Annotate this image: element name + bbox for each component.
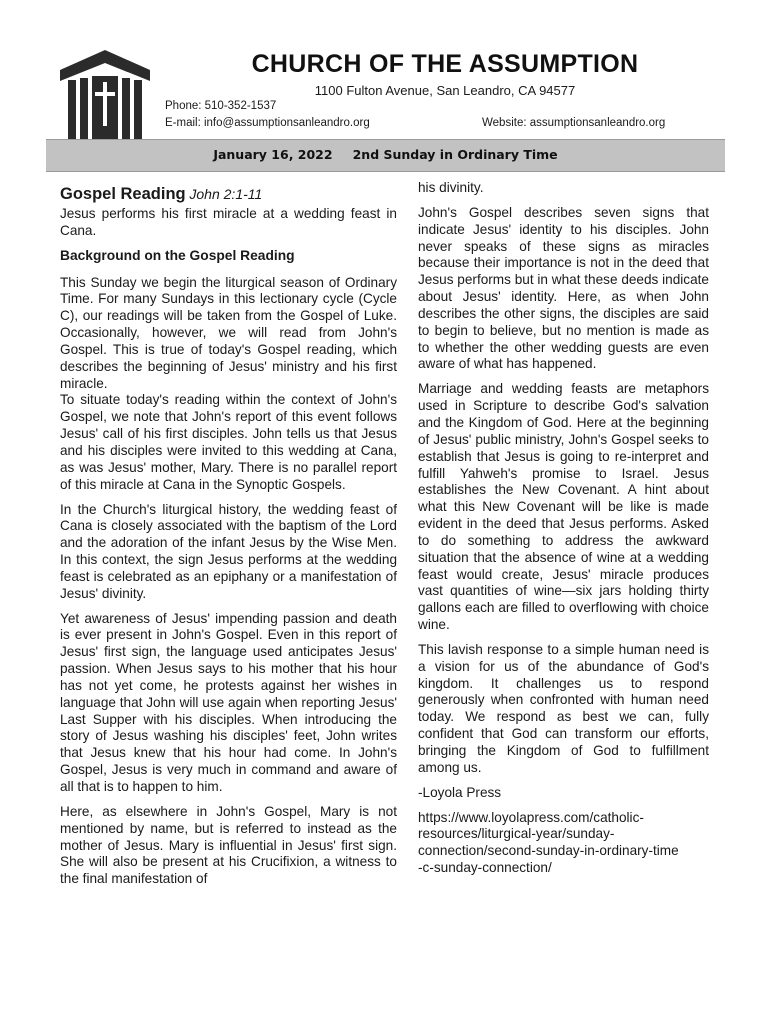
paragraph: This Sunday we begin the liturgical season of Ordinary Time. For many Sundays in this lectionary cycle (Cycle C), our readings will be taken from the Gospel of Luke. Occasionally, however, we will read from John's Gospel. This is true of today's Gospel reading, which describes the beginning of Jesus' ministry and his first miracle.: [60, 274, 397, 391]
source-credit: -Loyola Press: [418, 784, 502, 800]
paragraph: John's Gospel describes seven signs that indicate Jesus' identity to his disciples. John never speaks of these signs as miracles because their importance is not in the deed that Jesus performs but in what these deeds indicate about Jesus' identity. Here, as when John describes the other signs, the disciples are said to begin to believe, but no mention is made as to whether the other wedding guests are even aware of what has happened.: [418, 204, 709, 372]
gospel-heading: [60, 183, 397, 206]
background-subheading: Background on the Gospel Reading: [60, 247, 295, 263]
church-building-icon: [60, 50, 150, 142]
paragraph: This lavish response to a simple human need is a vision for us of the abundance of God's kingdom. It challenges us to respond generously when confronted with human need today. We respond as best we can, fully confident that God can transform our efforts, bringing the Kingdom of God to fulfillment among us.: [418, 641, 709, 775]
banner-occasion: 2nd Sunday in Ordinary Time: [352, 147, 558, 162]
paragraph: Here, as elsewhere in John's Gospel, Mary is not mentioned by name, but is referred to instead as the mother of Jesus. Mary is influential in Jesus' first sign. She will also be present at his Crucifixion, a witness to the final manifestation of: [60, 803, 397, 887]
url-line: resources/liturgical-year/sunday-: [418, 826, 615, 842]
paragraph: Yet awareness of Jesus' impending passion and death is ever present in John's Gospel. Even in this report of Jesus' first sign, the language used anticipates Jesus' passion. When Jesus says to his mother that his hour has not yet come, he protests against her wishes in language that John will use again when reporting Jesus' Last Supper with his disciples. When introducing the story of Jesus washing his disciples' feet, John writes that Jesus knew that his hour had come. In John's Gospel, Jesus is very much in command and aware of all that is to happen to him.: [60, 610, 397, 794]
paragraph: In the Church's liturgical history, the wedding feast of Cana is closely associated with the baptism of the Lord and the adoration of the infant Jesus by the Wise Men. In this context, the sign Jesus performs at the wedding feast is celebrated as an epiphany or a manifestation of Jesus' divinity.: [60, 501, 397, 601]
paragraph: his divinity.: [418, 180, 484, 195]
gospel-reference: John 2:1-11: [189, 186, 263, 202]
right-column: [418, 180, 709, 877]
source-url[interactable]: [418, 810, 709, 877]
email-line: E-mail: info@assumptionsanleandro.org: [165, 117, 370, 129]
church-address: 1100 Fulton Avenue, San Leandro, CA 94577: [314, 83, 576, 98]
gospel-title: Gospel Reading: [60, 185, 186, 203]
url-line: -c-sunday-connection/: [418, 860, 552, 876]
website-line: Website: assumptionsanleandro.org: [482, 117, 666, 129]
gospel-summary: Jesus performs his first miracle at a wedding feast in Cana.: [60, 206, 397, 238]
url-line: https://www.loyolapress.com/catholic-: [418, 809, 644, 825]
paragraph: Marriage and wedding feasts are metaphors used in Scripture to describe God's salvation and the Kingdom of God. Here at the beginning of Jesus' public ministry, John's Gospel seeks to establish that Jesus is going to re-interpret and fulfill Yahweh's promise to Israel. Jesus establishes the New Covenant. A hint about what this New Covenant will be like is made evident in the deed that Jesus performs. Asked to do something to address the awkward situation that the absence of wine at a wedding feast would create, Jesus' miracle produces vast quantities of wine—six jars holding thirty gallons each are filled to overflowing with choice wine.: [418, 381, 709, 633]
phone-line: Phone: 510-352-1537: [165, 100, 277, 112]
paragraph: To situate today's reading within the context of John's Gospel, we note that John's report of this event follows Jesus' call of his first disciples. John tells us that Jesus and his disciples were invited to this wedding at Cana, as was Jesus' mother, Mary. There is no parallel report of this miracle at Cana in the Synoptic Gospels.: [60, 392, 397, 492]
left-column: [60, 183, 397, 896]
banner-date: January 16, 2022: [213, 147, 333, 162]
date-banner: [46, 139, 725, 172]
church-name: CHURCH OF THE ASSUMPTION: [251, 50, 639, 78]
url-line: connection/second-sunday-in-ordinary-time: [418, 843, 679, 859]
